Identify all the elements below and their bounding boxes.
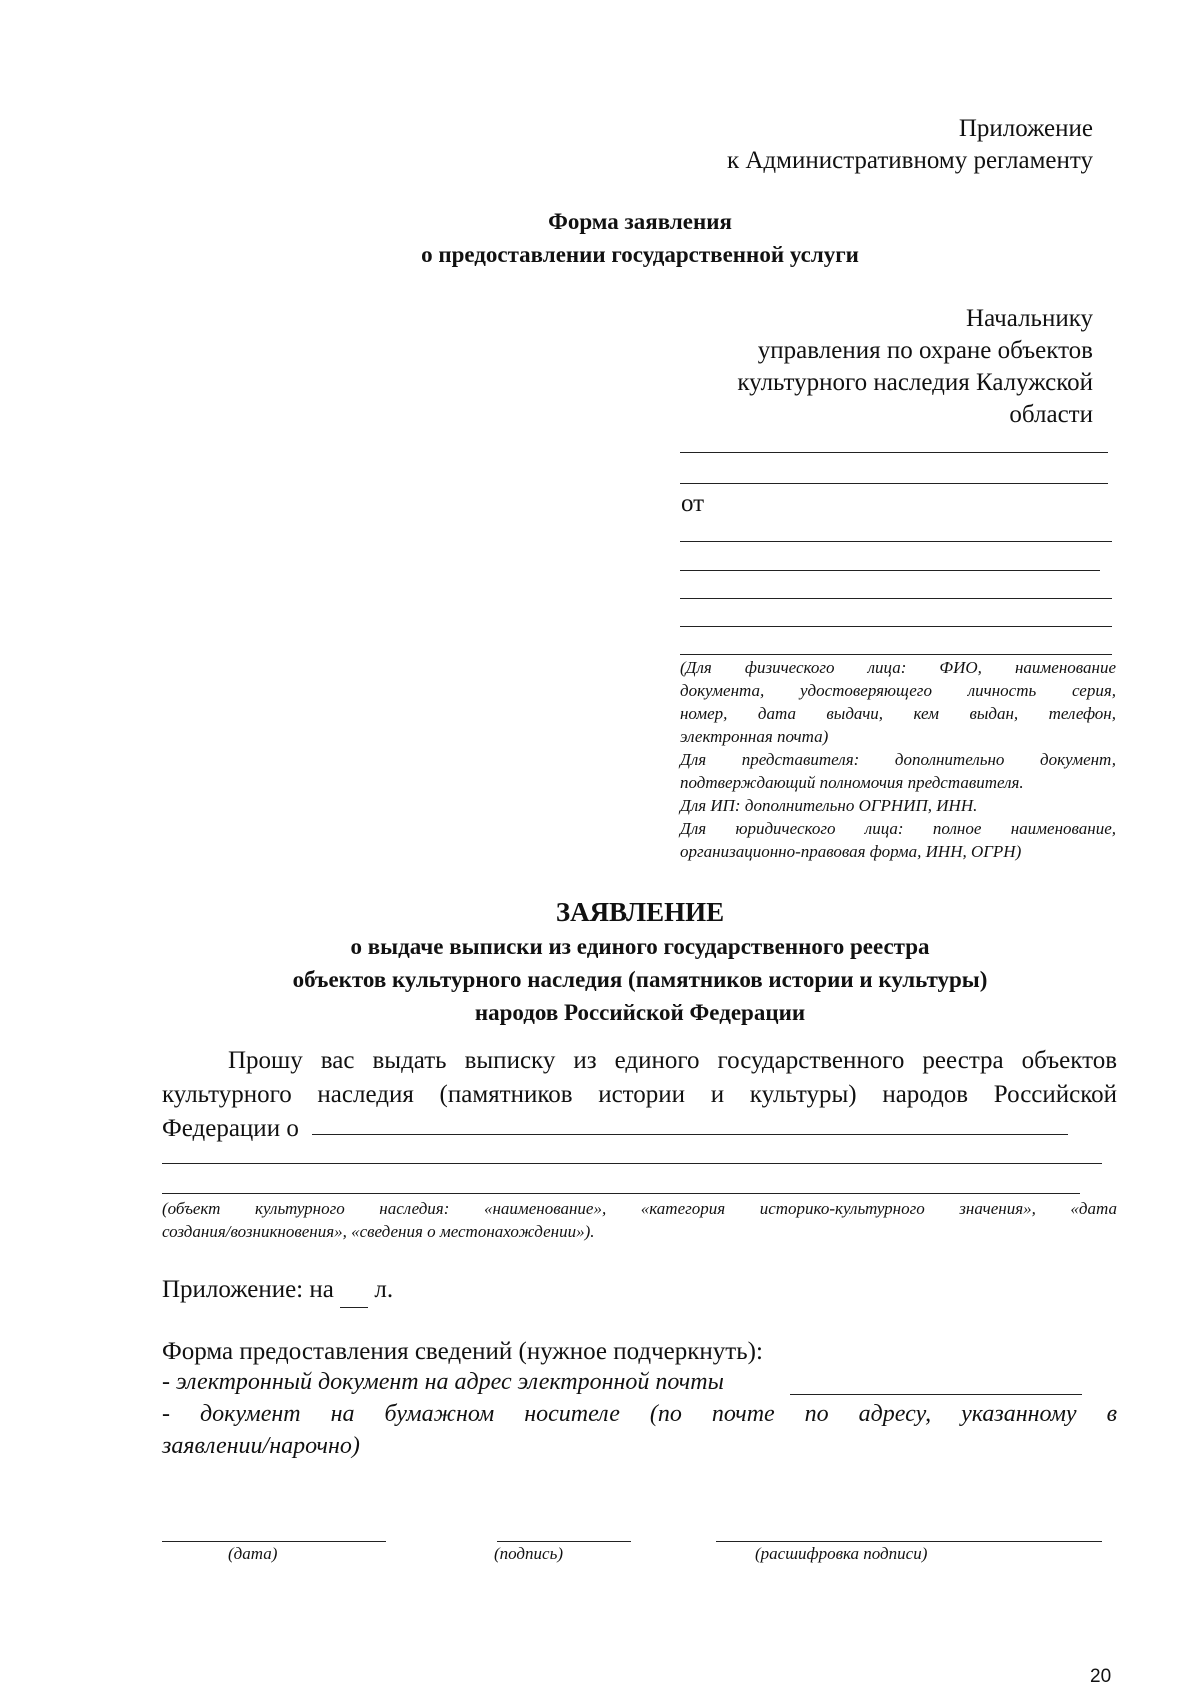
from-label: от	[681, 490, 705, 517]
page-number: 20	[1090, 1666, 1112, 1687]
applicant-blank-line-1	[680, 541, 1112, 542]
request-line-1: Прошу вас выдать выписку из единого государственного реестра объектов	[228, 1047, 1117, 1074]
appendix-line-2: к Административному регламенту	[726, 147, 1093, 174]
delivery-option-2-line-2: заявлении/нарочно)	[162, 1433, 360, 1459]
delivery-option-1	[162, 1366, 724, 1398]
applicant-hint-line-7: Для ИП: дополнительно ОГРНИП, ИНН.	[680, 796, 978, 815]
applicant-hint-line-4: электронная почта)	[680, 727, 829, 746]
addressee-line-4: области	[1009, 401, 1093, 428]
statement-title-line-4: народов Российской Федерации	[474, 1000, 806, 1025]
applicant-blank-line-2	[680, 570, 1100, 571]
form-title-line-1: Форма заявления	[548, 209, 732, 234]
decode-signature-line	[716, 1541, 1102, 1542]
appendix-header	[727, 113, 1093, 177]
delivery-option-2	[162, 1398, 1117, 1462]
date-signature-line	[162, 1541, 386, 1542]
email-blank-line	[790, 1394, 1082, 1395]
object-hint-line-2: создания/возникновения», «сведения о местонахождении»).	[162, 1222, 595, 1241]
statement-title	[160, 895, 1120, 1029]
attachment-suffix: л.	[374, 1276, 394, 1303]
delivery-option-1-text: - электронный документ на адрес электронной почты	[162, 1369, 724, 1395]
applicant-hint-line-2: документа, удостоверяющего личность серия,	[680, 681, 1116, 700]
attachment-prefix: Приложение: на	[162, 1276, 334, 1303]
applicant-hint-line-6: подтверждающий полномочия представителя.	[680, 773, 1024, 792]
applicant-hint-line-3: номер, дата выдачи, кем выдан, телефон,	[680, 704, 1116, 723]
addressee-line-2: управления по охране объектов	[757, 337, 1093, 364]
applicant-blank-line-3	[680, 598, 1112, 599]
sign-label: (подпись)	[494, 1544, 563, 1563]
request-line-2: культурного наследия (памятников истории и культуры) народов Российской	[162, 1081, 1117, 1108]
applicant-hint-line-9: организационно-правовая форма, ИНН, ОГРН)	[680, 842, 1022, 861]
delivery-heading: Форма предоставления сведений (нужное подчеркнуть):	[162, 1338, 763, 1365]
sign-signature-line	[497, 1541, 631, 1542]
attachment-line	[162, 1273, 393, 1308]
object-blank-line-1	[312, 1134, 1068, 1135]
addressee-blank-line-2	[680, 483, 1108, 484]
applicant-hint	[680, 656, 1116, 863]
applicant-blank-line-5	[680, 654, 1112, 655]
applicant-blank-line-4	[680, 626, 1112, 627]
request-paragraph	[162, 1044, 1117, 1146]
applicant-hint-line-1: (Для физического лица: ФИО, наименование	[680, 658, 1116, 677]
object-hint-line-1: (объект культурного наследия: «наименование», «категория историко-культурного значения», «дата	[162, 1199, 1117, 1218]
date-label: (дата)	[228, 1544, 278, 1563]
applicant-hint-line-5: Для представителя: дополнительно документ,	[680, 750, 1116, 769]
appendix-line-1: Приложение	[958, 115, 1093, 142]
object-hint	[162, 1197, 1117, 1243]
applicant-hint-line-8: Для юридического лица: полное наименование,	[680, 819, 1116, 838]
statement-title-line-1: ЗАЯВЛЕНИЕ	[555, 897, 725, 927]
statement-title-line-2: о выдаче выписки из единого государственного реестра	[350, 934, 930, 959]
addressee-line-3: культурного наследия Калужской	[737, 369, 1093, 396]
addressee	[737, 303, 1093, 431]
attachment-page-count-blank	[340, 1273, 368, 1308]
object-blank-line-2	[162, 1163, 1102, 1164]
form-title	[320, 205, 960, 271]
addressee-blank-line-1	[680, 452, 1108, 453]
decode-label: (расшифровка подписи)	[755, 1544, 928, 1563]
delivery-option-2-line-1: - документ на бумажном носителе (по почте по адресу, указанному в	[162, 1401, 1117, 1427]
statement-title-line-3: объектов культурного наследия (памятников истории и культуры)	[292, 967, 988, 992]
request-line-3: Федерации о	[162, 1115, 299, 1142]
form-title-line-2: о предоставлении государственной услуги	[421, 242, 859, 267]
object-blank-line-3	[162, 1193, 1080, 1194]
addressee-line-1: Начальнику	[966, 305, 1093, 332]
